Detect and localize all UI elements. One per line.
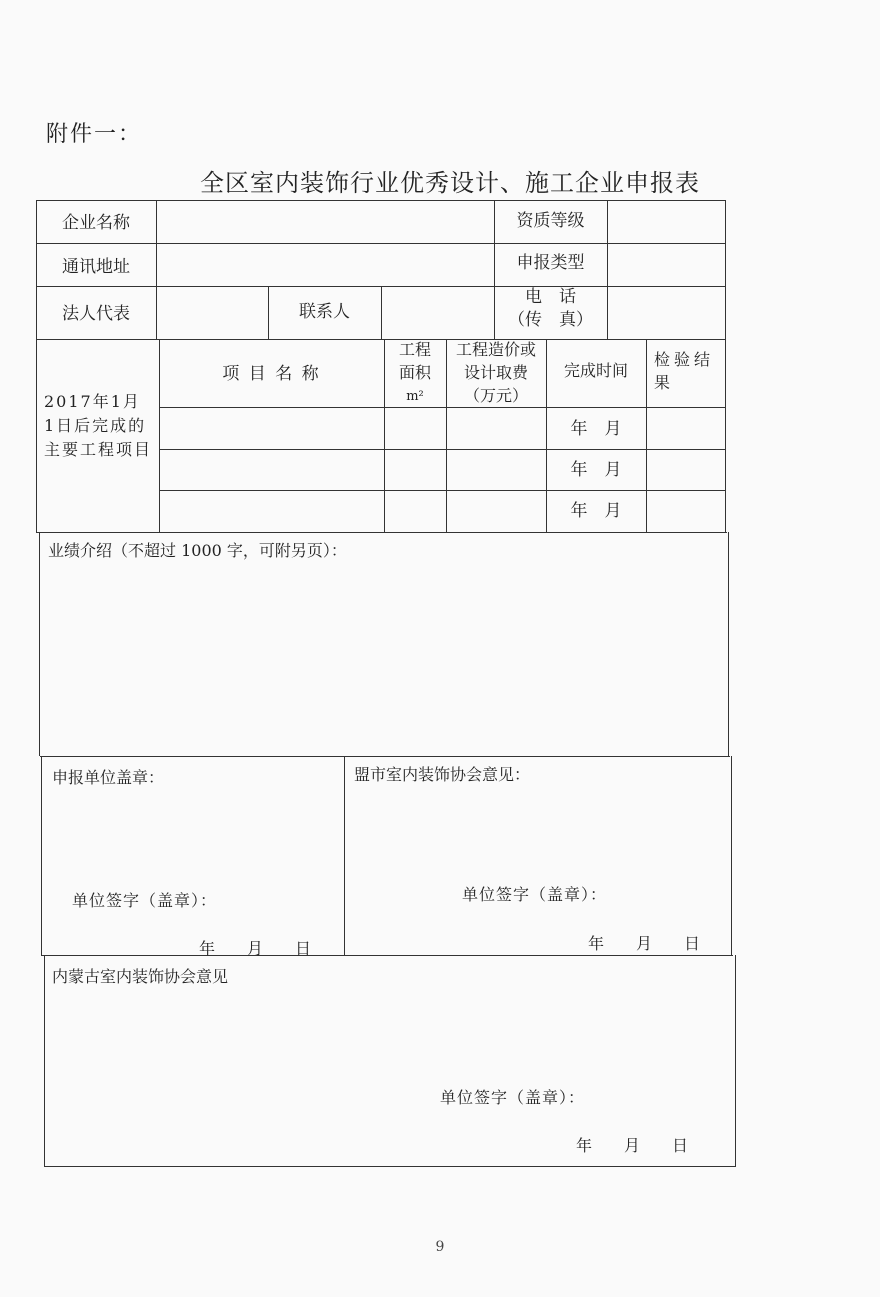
qualification-field[interactable] — [608, 201, 724, 243]
header-inspect: 检验结果 — [654, 350, 715, 392]
league-date: 年 月 日 — [588, 934, 701, 953]
project-cost-field[interactable] — [447, 491, 546, 532]
legal-rep-label: 法人代表 — [62, 304, 130, 324]
address-label: 通讯地址 — [62, 257, 130, 277]
header-area-line1: 工程 — [398, 340, 431, 359]
declare-type-field[interactable] — [608, 244, 724, 286]
page-number: 9 — [435, 1239, 445, 1255]
declarer-seal-label: 申报单位盖章： — [52, 768, 165, 787]
project-cost-field[interactable] — [447, 408, 546, 449]
project-date[interactable]: 年 月 — [570, 501, 622, 521]
project-inspect-field[interactable] — [647, 408, 725, 449]
project-inspect-field[interactable] — [647, 491, 725, 532]
declarer-sign-label: 单位签字（盖章）： — [72, 891, 218, 910]
performance-intro-label: 业绩介绍（不超过 1000 字，可附另页）： — [48, 541, 347, 560]
region-sign-label: 单位签字（盖章）： — [440, 1088, 586, 1107]
project-name-field[interactable] — [160, 450, 384, 490]
declarer-date: 年 月 日 — [199, 939, 312, 958]
project-inspect-field[interactable] — [647, 450, 725, 490]
league-opinion-label: 盟市室内装饰协会意见： — [354, 765, 531, 784]
company-name-label: 企业名称 — [62, 213, 130, 233]
performance-intro-field[interactable] — [40, 566, 727, 754]
header-cost-line1: 工程造价或 — [455, 340, 536, 359]
header-area-unit: m² — [406, 389, 424, 404]
phone-field[interactable] — [608, 287, 724, 339]
legal-rep-field[interactable] — [157, 287, 267, 339]
address-field[interactable] — [157, 244, 493, 286]
region-date: 年 月 日 — [576, 1136, 689, 1155]
phone-label-line2: （传 真） — [508, 310, 593, 330]
declare-type-label: 申报类型 — [516, 253, 585, 273]
league-sign-label: 单位签字（盖章）： — [462, 885, 608, 904]
contact-field[interactable] — [382, 287, 493, 339]
attachment-label: 附件一： — [46, 122, 143, 147]
project-name-field[interactable] — [160, 408, 384, 449]
header-cost-line3: （万元） — [463, 386, 528, 405]
header-time: 完成时间 — [563, 361, 628, 380]
header-cost-line2: 设计取费 — [463, 363, 528, 382]
contact-label: 联系人 — [299, 302, 350, 322]
project-area-field[interactable] — [385, 450, 446, 490]
project-area-field[interactable] — [385, 491, 446, 532]
project-area-field[interactable] — [385, 408, 446, 449]
form-title: 全区室内装饰行业优秀设计、施工企业申报表 — [200, 169, 700, 197]
project-date[interactable]: 年 月 — [570, 460, 622, 480]
header-area-line2: 面积 — [398, 363, 431, 382]
phone-label-line1: 电 话 — [525, 287, 576, 307]
project-date[interactable]: 年 月 — [570, 419, 622, 439]
projects-row-label: 2017年1月1日后完成的主要工程项目 — [44, 392, 153, 459]
header-project-name: 项 目 名 称 — [222, 364, 321, 384]
project-cost-field[interactable] — [447, 450, 546, 490]
qualification-label: 资质等级 — [516, 211, 585, 231]
company-name-field[interactable] — [157, 201, 493, 243]
project-name-field[interactable] — [160, 491, 384, 532]
region-opinion-label: 内蒙古室内装饰协会意见 — [52, 967, 229, 986]
